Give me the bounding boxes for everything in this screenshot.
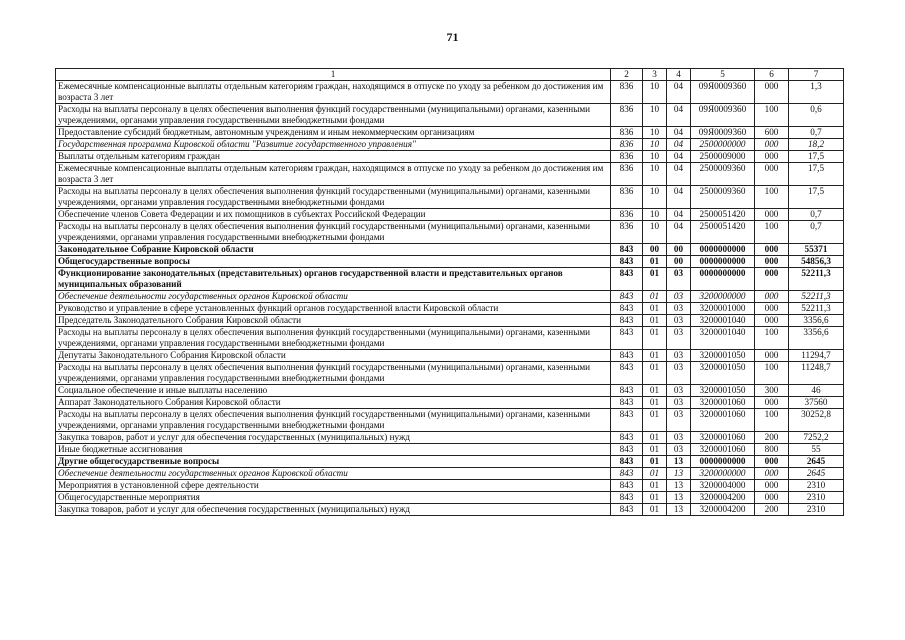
expense-type-cell: 100 — [755, 221, 789, 244]
target-article-cell: 3200001050 — [691, 385, 755, 397]
expense-type-cell: 000 — [755, 81, 789, 104]
section-code-cell: 01 — [643, 480, 667, 492]
column-header: 4 — [667, 69, 691, 81]
section-code-cell: 10 — [643, 104, 667, 127]
subsection-code-cell: 13 — [667, 456, 691, 468]
section-code-cell: 10 — [643, 81, 667, 104]
table-row — [56, 303, 844, 315]
subsection-code-cell: 13 — [667, 504, 691, 516]
target-article-cell: 3200001060 — [691, 444, 755, 456]
target-article-cell: 3200001050 — [691, 350, 755, 362]
section-code-cell: 10 — [643, 151, 667, 163]
row-name-cell: Общегосударственные мероприятия — [56, 492, 611, 504]
amount-cell: 2645 — [789, 468, 844, 480]
table-row — [56, 480, 844, 492]
target-article-cell: 3200001060 — [691, 397, 755, 409]
ministry-code-cell: 843 — [611, 291, 643, 303]
table-body — [56, 81, 844, 516]
expense-type-cell: 000 — [755, 480, 789, 492]
amount-cell: 52211,3 — [789, 268, 844, 291]
expense-type-cell: 300 — [755, 385, 789, 397]
table-row — [56, 350, 844, 362]
target-article-cell: 3200001000 — [691, 303, 755, 315]
ministry-code-cell: 836 — [611, 127, 643, 139]
amount-cell: 30252,8 — [789, 409, 844, 432]
table-row — [56, 432, 844, 444]
column-header: 7 — [789, 69, 844, 81]
table-row — [56, 127, 844, 139]
expense-type-cell: 000 — [755, 244, 789, 256]
amount-cell: 52211,3 — [789, 291, 844, 303]
subsection-code-cell: 13 — [667, 480, 691, 492]
amount-cell: 2310 — [789, 504, 844, 516]
row-name-cell: Обеспечение членов Совета Федерации и их помощников в субъектах Российской Федерации — [56, 209, 611, 221]
subsection-code-cell: 03 — [667, 409, 691, 432]
row-name-cell: Депутаты Законодательного Собрания Кировской области — [56, 350, 611, 362]
ministry-code-cell: 843 — [611, 350, 643, 362]
amount-cell: 0,7 — [789, 209, 844, 221]
ministry-code-cell: 843 — [611, 492, 643, 504]
ministry-code-cell: 836 — [611, 186, 643, 209]
table-row — [56, 456, 844, 468]
expense-type-cell: 000 — [755, 315, 789, 327]
subsection-code-cell: 04 — [667, 151, 691, 163]
column-header: 6 — [755, 69, 789, 81]
ministry-code-cell: 843 — [611, 480, 643, 492]
row-name-cell: Расходы на выплаты персоналу в целях обеспечения выполнения функций государственными (муниципальными) органами, казенными учреждениями, органами управления государственными внебюджетными фондами — [56, 186, 611, 209]
row-name-cell: Расходы на выплаты персоналу в целях обеспечения выполнения функций государственными (муниципальными) органами, казенными учреждениями, органами управления государственными внебюджетными фондами — [56, 104, 611, 127]
amount-cell: 11248,7 — [789, 362, 844, 385]
ministry-code-cell: 836 — [611, 81, 643, 104]
amount-cell: 0,7 — [789, 127, 844, 139]
section-code-cell: 10 — [643, 163, 667, 186]
table-row — [56, 444, 844, 456]
ministry-code-cell: 843 — [611, 444, 643, 456]
row-name-cell: Расходы на выплаты персоналу в целях обеспечения выполнения функций государственными (муниципальными) органами, казенными учреждениями, органами управления государственными внебюджетными фондами — [56, 221, 611, 244]
column-header: 1 — [56, 69, 611, 81]
expense-type-cell: 000 — [755, 456, 789, 468]
table-row — [56, 256, 844, 268]
table-row — [56, 209, 844, 221]
expense-type-cell: 100 — [755, 327, 789, 350]
ministry-code-cell: 843 — [611, 303, 643, 315]
page-number: 71 — [446, 30, 459, 44]
ministry-code-cell: 836 — [611, 221, 643, 244]
amount-cell: 2310 — [789, 480, 844, 492]
section-code-cell: 01 — [643, 315, 667, 327]
expense-type-cell: 000 — [755, 291, 789, 303]
target-article-cell: 2500009360 — [691, 163, 755, 186]
amount-cell: 3356,6 — [789, 315, 844, 327]
row-name-cell: Государственная программа Кировской области "Развитие государственного управления" — [56, 139, 611, 151]
table-row — [56, 385, 844, 397]
target-article-cell: 3200001040 — [691, 327, 755, 350]
target-article-cell: 09Я0009360 — [691, 104, 755, 127]
expense-type-cell: 100 — [755, 104, 789, 127]
row-name-cell: Мероприятия в установленной сфере деятельности — [56, 480, 611, 492]
column-header: 5 — [691, 69, 755, 81]
target-article-cell: 3200000000 — [691, 468, 755, 480]
subsection-code-cell: 03 — [667, 315, 691, 327]
target-article-cell: 09Я0009360 — [691, 81, 755, 104]
table-row — [56, 104, 844, 127]
table-row — [56, 397, 844, 409]
amount-cell: 54856,3 — [789, 256, 844, 268]
target-article-cell: 2500009000 — [691, 151, 755, 163]
subsection-code-cell: 13 — [667, 492, 691, 504]
amount-cell: 55371 — [789, 244, 844, 256]
expense-type-cell: 100 — [755, 409, 789, 432]
table-row — [56, 81, 844, 104]
target-article-cell: 3200001040 — [691, 315, 755, 327]
section-code-cell: 01 — [643, 268, 667, 291]
target-article-cell: 2500051420 — [691, 221, 755, 244]
expense-type-cell: 600 — [755, 127, 789, 139]
amount-cell: 3356,6 — [789, 327, 844, 350]
subsection-code-cell: 04 — [667, 139, 691, 151]
amount-cell: 11294,7 — [789, 350, 844, 362]
row-name-cell: Председатель Законодательного Собрания Кировской области — [56, 315, 611, 327]
target-article-cell: 09Я0009360 — [691, 127, 755, 139]
section-code-cell: 01 — [643, 350, 667, 362]
row-name-cell: Закупка товаров, работ и услуг для обеспечения государственных (муниципальных) нужд — [56, 432, 611, 444]
section-code-cell: 10 — [643, 127, 667, 139]
expense-type-cell: 200 — [755, 504, 789, 516]
column-header: 2 — [611, 69, 643, 81]
section-code-cell: 00 — [643, 244, 667, 256]
section-code-cell: 10 — [643, 139, 667, 151]
ministry-code-cell: 843 — [611, 256, 643, 268]
ministry-code-cell: 843 — [611, 268, 643, 291]
ministry-code-cell: 843 — [611, 327, 643, 350]
expense-type-cell: 100 — [755, 186, 789, 209]
target-article-cell: 2500009360 — [691, 186, 755, 209]
target-article-cell: 2500000000 — [691, 139, 755, 151]
table-row — [56, 315, 844, 327]
amount-cell: 18,2 — [789, 139, 844, 151]
subsection-code-cell: 04 — [667, 127, 691, 139]
amount-cell: 0,7 — [789, 221, 844, 244]
subsection-code-cell: 04 — [667, 186, 691, 209]
subsection-code-cell: 13 — [667, 468, 691, 480]
table-row — [56, 291, 844, 303]
expense-type-cell: 000 — [755, 163, 789, 186]
subsection-code-cell: 03 — [667, 268, 691, 291]
row-name-cell: Руководство и управление в сфере установленных функций органов государственной власти Кировской области — [56, 303, 611, 315]
table-row — [56, 492, 844, 504]
ministry-code-cell: 843 — [611, 362, 643, 385]
subsection-code-cell: 04 — [667, 104, 691, 127]
amount-cell: 37560 — [789, 397, 844, 409]
ministry-code-cell: 836 — [611, 139, 643, 151]
expense-type-cell: 200 — [755, 432, 789, 444]
row-name-cell: Функционирование законодательных (представительных) органов государственной власти и представительных органов муниципальных образований — [56, 268, 611, 291]
subsection-code-cell: 04 — [667, 163, 691, 186]
section-code-cell: 10 — [643, 221, 667, 244]
table-row — [56, 163, 844, 186]
amount-cell: 17,5 — [789, 163, 844, 186]
column-header: 3 — [643, 69, 667, 81]
row-name-cell: Ежемесячные компенсационные выплаты отдельным категориям граждан, находящимся в отпуске по уходу за ребенком до достижения им возраста 3 лет — [56, 163, 611, 186]
expense-type-cell: 000 — [755, 139, 789, 151]
amount-cell: 1,3 — [789, 81, 844, 104]
amount-cell: 2645 — [789, 456, 844, 468]
row-name-cell: Обеспечение деятельности государственных органов Кировской области — [56, 468, 611, 480]
row-name-cell: Закупка товаров, работ и услуг для обеспечения государственных (муниципальных) нужд — [56, 504, 611, 516]
table-row — [56, 221, 844, 244]
amount-cell: 0,6 — [789, 104, 844, 127]
expense-type-cell: 000 — [755, 397, 789, 409]
expense-type-cell: 000 — [755, 256, 789, 268]
ministry-code-cell: 843 — [611, 409, 643, 432]
section-code-cell: 01 — [643, 397, 667, 409]
row-name-cell: Аппарат Законодательного Собрания Кировской области — [56, 397, 611, 409]
subsection-code-cell: 03 — [667, 362, 691, 385]
target-article-cell: 2500051420 — [691, 209, 755, 221]
expense-type-cell: 000 — [755, 350, 789, 362]
section-code-cell: 01 — [643, 327, 667, 350]
ministry-code-cell: 836 — [611, 104, 643, 127]
target-article-cell: 3200004000 — [691, 480, 755, 492]
ministry-code-cell: 836 — [611, 209, 643, 221]
section-code-cell: 01 — [643, 409, 667, 432]
ministry-code-cell: 843 — [611, 468, 643, 480]
row-name-cell: Обеспечение деятельности государственных органов Кировской области — [56, 291, 611, 303]
amount-cell: 55 — [789, 444, 844, 456]
section-code-cell: 01 — [643, 444, 667, 456]
row-name-cell: Законодательное Собрание Кировской области — [56, 244, 611, 256]
amount-cell: 2310 — [789, 492, 844, 504]
amount-cell: 7252,2 — [789, 432, 844, 444]
row-name-cell: Выплаты отдельным категориям граждан — [56, 151, 611, 163]
target-article-cell: 0000000000 — [691, 244, 755, 256]
ministry-code-cell: 843 — [611, 397, 643, 409]
subsection-code-cell: 03 — [667, 291, 691, 303]
subsection-code-cell: 03 — [667, 432, 691, 444]
section-code-cell: 01 — [643, 362, 667, 385]
table-row — [56, 327, 844, 350]
ministry-code-cell: 836 — [611, 151, 643, 163]
target-article-cell: 0000000000 — [691, 268, 755, 291]
table-row — [56, 362, 844, 385]
table-row — [56, 186, 844, 209]
target-article-cell: 3200001060 — [691, 432, 755, 444]
section-code-cell: 01 — [643, 291, 667, 303]
section-code-cell: 01 — [643, 456, 667, 468]
amount-cell: 17,5 — [789, 186, 844, 209]
expense-type-cell: 000 — [755, 209, 789, 221]
table-row — [56, 409, 844, 432]
row-name-cell: Расходы на выплаты персоналу в целях обеспечения выполнения функций государственными (муниципальными) органами, казенными учреждениями, органами управления государственными внебюджетными фондами — [56, 327, 611, 350]
subsection-code-cell: 00 — [667, 256, 691, 268]
target-article-cell: 3200000000 — [691, 291, 755, 303]
ministry-code-cell: 843 — [611, 315, 643, 327]
section-code-cell: 01 — [643, 303, 667, 315]
subsection-code-cell: 03 — [667, 327, 691, 350]
expense-type-cell: 000 — [755, 151, 789, 163]
row-name-cell: Социальное обеспечение и иные выплаты населению — [56, 385, 611, 397]
amount-cell: 52211,3 — [789, 303, 844, 315]
target-article-cell: 0000000000 — [691, 256, 755, 268]
section-code-cell: 01 — [643, 432, 667, 444]
target-article-cell: 0000000000 — [691, 456, 755, 468]
section-code-cell: 10 — [643, 209, 667, 221]
subsection-code-cell: 03 — [667, 397, 691, 409]
section-code-cell: 10 — [643, 186, 667, 209]
amount-cell: 46 — [789, 385, 844, 397]
row-name-cell: Ежемесячные компенсационные выплаты отдельным категориям граждан, находящимся в отпуске по уходу за ребенком до достижения им возраста 3 лет — [56, 81, 611, 104]
table-row — [56, 244, 844, 256]
table-header-row — [56, 69, 844, 81]
expense-type-cell: 100 — [755, 362, 789, 385]
section-code-cell: 01 — [643, 256, 667, 268]
expense-type-cell: 000 — [755, 303, 789, 315]
table-row — [56, 468, 844, 480]
ministry-code-cell: 843 — [611, 244, 643, 256]
target-article-cell: 3200004200 — [691, 504, 755, 516]
row-name-cell: Расходы на выплаты персоналу в целях обеспечения выполнения функций государственными (муниципальными) органами, казенными учреждениями, органами управления государственными внебюджетными фондами — [56, 362, 611, 385]
row-name-cell: Общегосударственные вопросы — [56, 256, 611, 268]
subsection-code-cell: 04 — [667, 221, 691, 244]
expense-type-cell: 000 — [755, 268, 789, 291]
subsection-code-cell: 00 — [667, 244, 691, 256]
expense-type-cell: 000 — [755, 468, 789, 480]
target-article-cell: 3200001050 — [691, 362, 755, 385]
row-name-cell: Иные бюджетные ассигнования — [56, 444, 611, 456]
table-row — [56, 504, 844, 516]
table-row — [56, 139, 844, 151]
subsection-code-cell: 04 — [667, 81, 691, 104]
ministry-code-cell: 843 — [611, 504, 643, 516]
row-name-cell: Расходы на выплаты персоналу в целях обеспечения выполнения функций государственными (муниципальными) органами, казенными учреждениями, органами управления государственными внебюджетными фондами — [56, 409, 611, 432]
section-code-cell: 01 — [643, 385, 667, 397]
section-code-cell: 01 — [643, 468, 667, 480]
section-code-cell: 01 — [643, 504, 667, 516]
ministry-code-cell: 843 — [611, 456, 643, 468]
section-code-cell: 01 — [643, 492, 667, 504]
row-name-cell: Другие общегосударственные вопросы — [56, 456, 611, 468]
table-row — [56, 268, 844, 291]
ministry-code-cell: 836 — [611, 163, 643, 186]
expense-type-cell: 800 — [755, 444, 789, 456]
subsection-code-cell: 03 — [667, 350, 691, 362]
budget-table — [55, 68, 844, 516]
subsection-code-cell: 04 — [667, 209, 691, 221]
amount-cell: 17,5 — [789, 151, 844, 163]
ministry-code-cell: 843 — [611, 385, 643, 397]
target-article-cell: 3200004200 — [691, 492, 755, 504]
target-article-cell: 3200001060 — [691, 409, 755, 432]
row-name-cell: Предоставление субсидий бюджетным, автономным учреждениям и иным некоммерческим организациям — [56, 127, 611, 139]
subsection-code-cell: 03 — [667, 444, 691, 456]
expense-type-cell: 000 — [755, 492, 789, 504]
table-row — [56, 151, 844, 163]
subsection-code-cell: 03 — [667, 303, 691, 315]
subsection-code-cell: 03 — [667, 385, 691, 397]
ministry-code-cell: 843 — [611, 432, 643, 444]
